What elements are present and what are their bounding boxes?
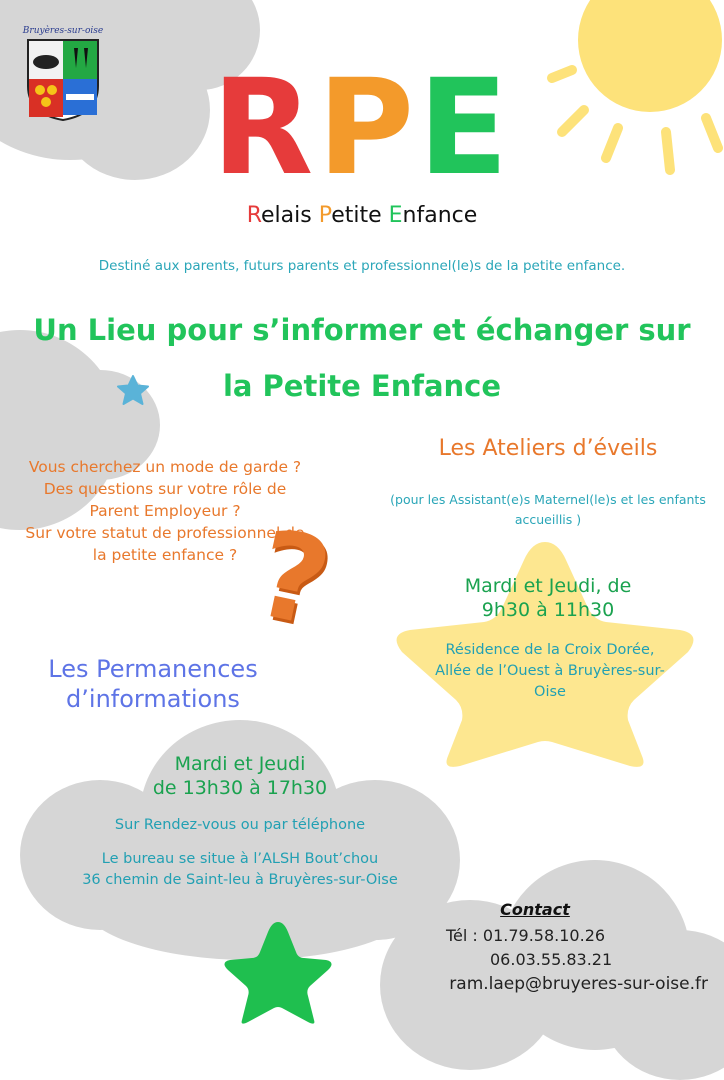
small-star-icon xyxy=(116,374,150,406)
question-mark-icon: ? xyxy=(244,504,342,655)
ateliers-days-line-2: 9h30 à 11h30 xyxy=(481,599,615,621)
ateliers-note: (pour les Assistant(e)s Maternel(le)s et les enfants accueillis ) xyxy=(390,492,706,527)
permanences-title-line-2: d’informations xyxy=(66,685,240,713)
subtitle-initial-r: R xyxy=(246,203,262,228)
subtitle-text-r: elais xyxy=(261,203,319,228)
contact-title: Contact xyxy=(500,900,570,919)
headline-line-1: Un Lieu pour s’informer et échanger sur xyxy=(33,313,691,347)
headline-line-2: la Petite Enfance xyxy=(222,369,502,403)
permanences-rdv: Sur Rendez-vous ou par téléphone xyxy=(114,817,366,833)
permanences-address xyxy=(20,849,460,891)
permanences-days xyxy=(70,752,410,800)
ateliers-days-line-1: Mardi et Jeudi, de xyxy=(464,575,632,597)
page-title xyxy=(0,51,724,205)
contact-phone-1[interactable]: Tél : 01.79.58.10.26 xyxy=(446,926,606,945)
subtitle-initial-p: P xyxy=(318,203,332,228)
title-letter-r: R xyxy=(211,51,318,205)
permanences-title xyxy=(18,654,288,714)
permanences-address-line-2: 36 chemin de Saint-leu à Bruyères-sur-Oise xyxy=(82,872,398,888)
permanences-title-line-1: Les Permanences xyxy=(48,655,258,683)
title-letter-e: E xyxy=(418,51,513,205)
contact-phone-2[interactable]: 06.03.55.83.21 xyxy=(490,950,613,969)
headline xyxy=(0,302,724,414)
question-3: Sur votre statut de professionnel de la petite enfance ? xyxy=(25,524,305,564)
contact-phones xyxy=(446,924,646,972)
green-star-icon xyxy=(220,918,336,1024)
subtitle-text-e: nfance xyxy=(402,203,478,228)
subtitle-initial-e: E xyxy=(388,203,403,228)
question-1: Vous cherchez un mode de garde ? xyxy=(28,458,302,476)
question-2: Des questions sur votre rôle de Parent Employeur ? xyxy=(43,480,287,520)
subtitle-text-p: etite xyxy=(331,203,389,228)
ateliers-title: Les Ateliers d’éveils xyxy=(438,436,658,461)
permanences-days-line-2: de 13h30 à 17h30 xyxy=(152,777,328,799)
contact-email[interactable]: ram.laep@bruyeres-sur-oise.fr xyxy=(449,974,708,994)
logo-label: Bruyères-sur-oise xyxy=(22,26,104,36)
subtitle xyxy=(0,203,724,228)
ateliers-place: Résidence de la Croix Dorée, Allée de l’Ouest à Bruyères-sur-Oise xyxy=(435,642,665,700)
title-letter-p: P xyxy=(317,51,419,205)
ateliers-days xyxy=(420,574,676,622)
permanences-days-line-1: Mardi et Jeudi xyxy=(174,753,306,775)
tagline: Destiné aux parents, futurs parents et professionnel(le)s de la petite enfance. xyxy=(98,258,626,274)
permanences-address-line-1: Le bureau se situe à l’ALSH Bout’chou xyxy=(101,851,379,867)
